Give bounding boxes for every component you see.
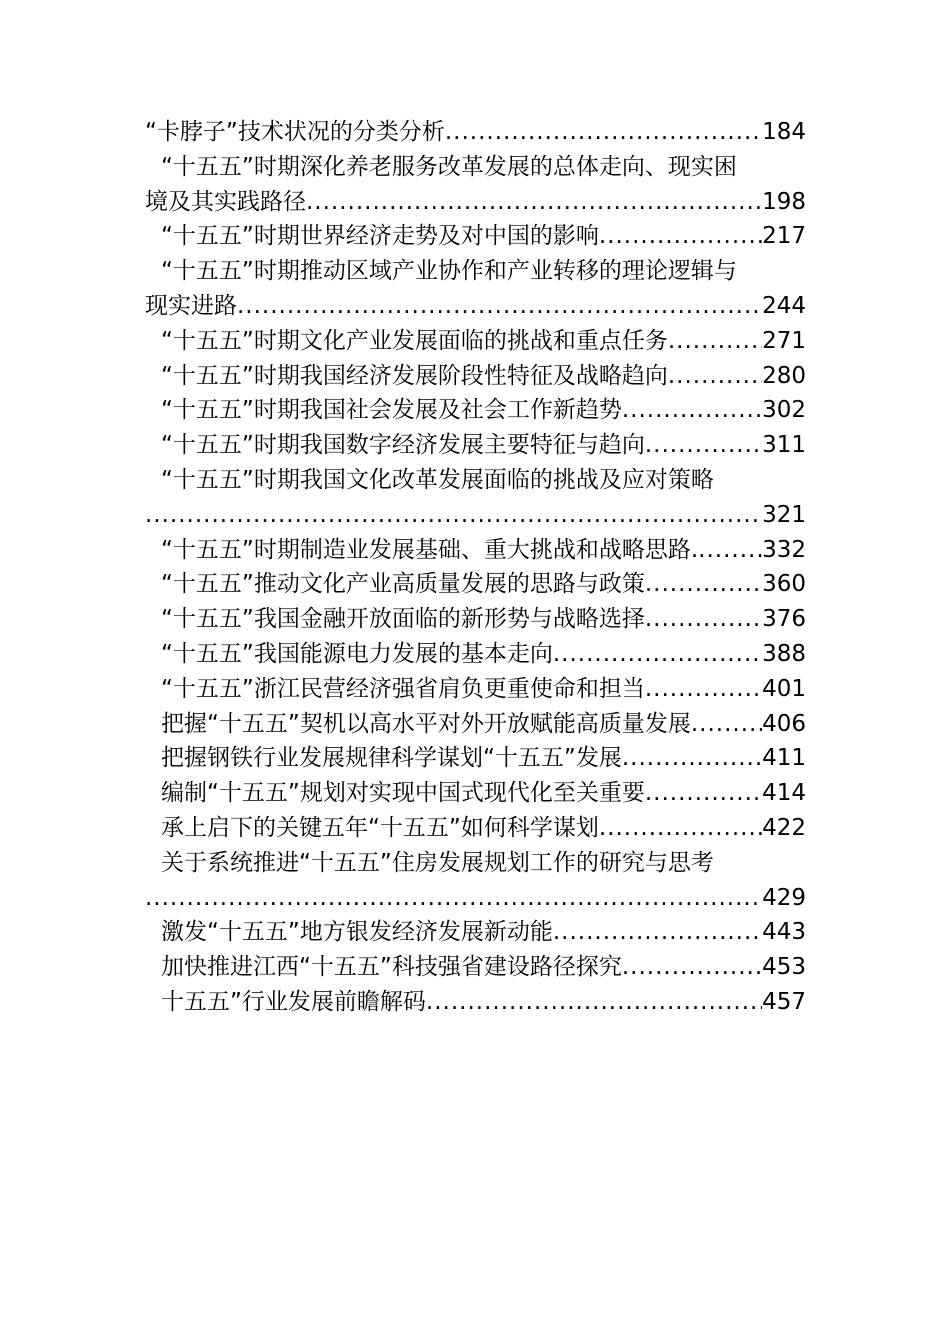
toc-entry-title: “十五五”时期推动区域产业协作和产业转移的理论逻辑与: [161, 258, 737, 285]
toc-entry-title: “十五五”时期世界经济走势及对中国的影响: [161, 223, 599, 250]
toc-entry-title: 十五五”行业发展前瞻解码: [161, 988, 426, 1015]
dot-leader: [145, 881, 762, 916]
dot-leader: [691, 707, 762, 742]
dot-leader: [445, 115, 762, 150]
toc-entry[interactable]: [145, 533, 806, 568]
dot-leader: [599, 219, 762, 254]
toc-entry-page: 388: [762, 640, 806, 667]
dot-leader: [668, 324, 762, 359]
dot-leader: [668, 359, 762, 394]
toc-entry-page: 457: [762, 988, 806, 1015]
toc-entry[interactable]: [145, 219, 806, 254]
toc-entry[interactable]: [145, 254, 806, 324]
toc-entry-title: 把握钢铁行业发展规律科学谋划“十五五”发展: [161, 745, 622, 772]
toc-entry-title: “十五五”时期我国文化改革发展面临的挑战及应对策略: [161, 466, 714, 493]
dot-leader: [622, 741, 762, 776]
toc-entry[interactable]: [145, 707, 806, 742]
toc-entry-title: “十五五”时期深化养老服务改革发展的总体走向、现实困: [161, 153, 737, 180]
toc-entry-title: “卡脖子”技术状况的分类分析: [145, 119, 445, 145]
toc-entry-title: 关于系统推进“十五五”住房发展规划工作的研究与思考: [161, 849, 714, 876]
toc-entry-page: 280: [762, 362, 806, 389]
toc-entry-title: “十五五”时期文化产业发展面临的挑战和重点任务: [161, 327, 668, 354]
toc-entry[interactable]: [145, 567, 806, 602]
toc-entry-title: “十五五”时期我国经济发展阶段性特征及战略趋向: [161, 362, 668, 389]
toc-entry[interactable]: [145, 741, 806, 776]
dot-leader: [553, 915, 762, 950]
dot-leader: [645, 672, 762, 707]
toc-entry-page: 360: [762, 571, 806, 598]
toc-entry[interactable]: [145, 393, 806, 428]
dot-leader: [698, 533, 762, 568]
dot-leader: [645, 602, 762, 637]
toc-entry-title: “十五五”时期制造业发展基础、重大挑战和战略思路.: [161, 536, 699, 563]
toc-entry-title: 激发“十五五”地方银发经济发展新动能: [161, 919, 553, 946]
dot-leader: [237, 289, 762, 324]
toc-entry-page: 406: [762, 710, 806, 737]
toc-entry[interactable]: [145, 602, 806, 637]
toc-entry[interactable]: [145, 359, 806, 394]
dot-leader: [426, 985, 762, 1020]
toc-entry-title: “十五五”我国金融开放面临的新形势与战略选择: [161, 606, 645, 633]
toc-entry-title: “十五五”时期我国数字经济发展主要特征与趋向: [161, 432, 645, 459]
toc-entry-title: 承上启下的关键五年“十五五”如何科学谋划: [161, 814, 599, 841]
toc-entry[interactable]: [145, 776, 806, 811]
toc-entry-page: 311: [762, 432, 806, 459]
toc-entry[interactable]: [145, 428, 806, 463]
toc-entry-page: 217: [762, 223, 806, 250]
toc-entry-page: 443: [762, 919, 806, 946]
dot-leader: [645, 776, 762, 811]
toc-entry-title: “十五五”浙江民营经济强省肩负更重使命和担当: [161, 675, 645, 702]
toc-entry-page: 184: [762, 119, 806, 145]
dot-leader: [553, 637, 762, 672]
dot-leader: [145, 498, 762, 533]
toc-entry-page: 414: [762, 780, 806, 807]
dot-leader: [645, 567, 762, 602]
toc-entry-title: 加快推进江西“十五五”科技强省建设路径探究: [161, 954, 622, 981]
toc-entry-title-continued: 现实进路: [145, 292, 237, 319]
toc-entry[interactable]: [145, 811, 806, 846]
toc-entry-title-continued: 境及其实践路径: [145, 188, 306, 215]
toc-entry-title: 编制“十五五”规划对实现中国式现代化至关重要: [161, 780, 645, 807]
toc-entry[interactable]: [145, 115, 806, 150]
toc-entry[interactable]: [145, 950, 806, 985]
toc-entry-page: 376: [762, 606, 806, 633]
toc-entry-page: 244: [762, 292, 806, 319]
dot-leader: [645, 428, 762, 463]
toc-entry-page: 271: [762, 327, 806, 354]
dot-leader: [306, 185, 762, 220]
dot-leader: [622, 950, 762, 985]
toc-entry-page: 429: [762, 884, 806, 911]
toc-entry-page: 422: [762, 814, 806, 841]
toc-entry[interactable]: [145, 672, 806, 707]
toc-entry-title: “十五五”时期我国社会发展及社会工作新趋势: [161, 397, 622, 424]
toc-entry-title: 把握“十五五”契机以高水平对外开放赋能高质量发展: [161, 710, 691, 737]
toc-entry[interactable]: [145, 915, 806, 950]
toc-entry[interactable]: [145, 150, 806, 220]
toc-entry-page: 302: [762, 397, 806, 424]
toc-entry-page: 198: [762, 188, 806, 215]
toc-entry-page: 411: [762, 745, 806, 772]
toc-entry[interactable]: [145, 637, 806, 672]
toc-entry[interactable]: [145, 324, 806, 359]
toc-entry-page: 453: [762, 954, 806, 981]
toc-entry-page: 401: [762, 675, 806, 702]
dot-leader: [599, 811, 762, 846]
toc-entry[interactable]: [145, 985, 806, 1020]
dot-leader: [622, 393, 762, 428]
toc-entry[interactable]: [145, 846, 806, 916]
table-of-contents: [145, 115, 806, 1020]
toc-entry-title: “十五五”我国能源电力发展的基本走向: [161, 640, 553, 667]
toc-entry[interactable]: [145, 463, 806, 533]
toc-entry-page: 321: [762, 501, 806, 528]
toc-entry-title: “十五五”推动文化产业高质量发展的思路与政策: [161, 571, 645, 598]
toc-entry-page: 332: [762, 536, 806, 563]
